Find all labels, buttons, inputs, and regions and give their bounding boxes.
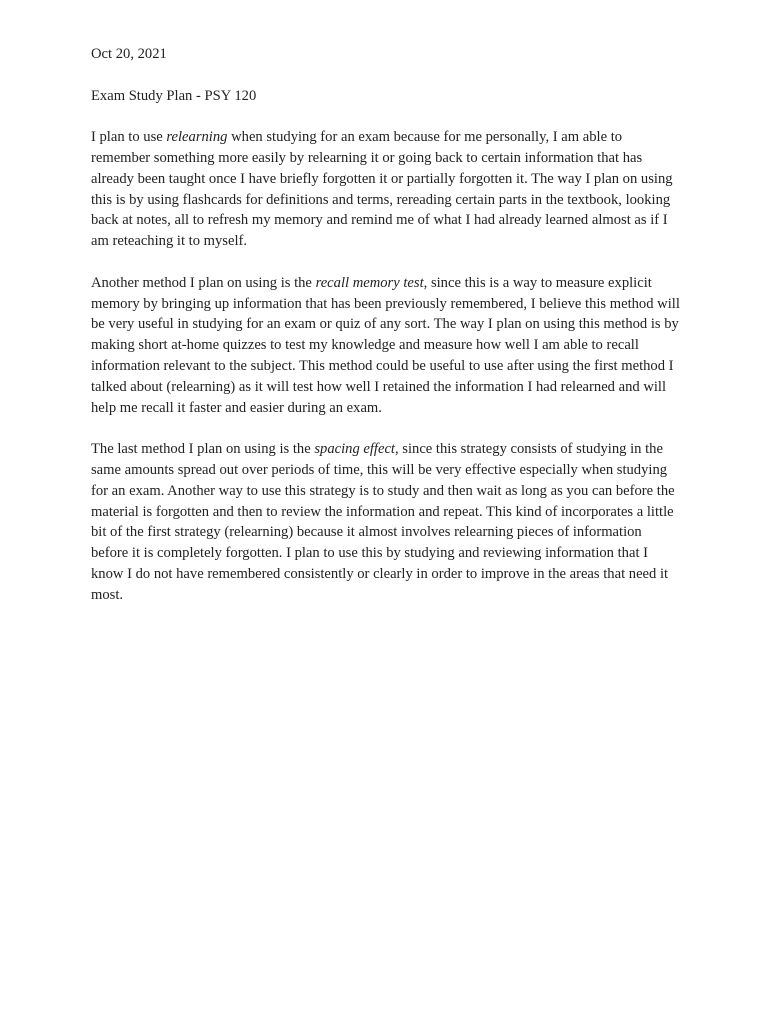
document-title: Exam Study Plan - PSY 120: [91, 87, 257, 104]
paragraph-text: when studying for an exam because for me personally, I am able to remember something more easily by relearning it or going back to certain information that has already been taught once I have briefly forgotten it or partially forgotten it. The way I plan on using this is by using flashcards for definitions and terms, rereading certain parts in the textbook, looking back at notes, all to refresh my memory and remind me of what I had already learned almost as if I am reteaching it to myself.: [91, 129, 673, 250]
paragraph-relearning: [91, 127, 681, 252]
document-date: Oct 20, 2021: [91, 46, 167, 62]
document-body: [91, 44, 681, 626]
paragraph-text: , since this strategy consists of studying in the same amounts spread out over periods of time, this will be very effective especially when studying for an exam. Another way to use this strategy is to study and then wait as long as you can before the material is forgotten and then to review the information and repeat. This kind of incorporates a little bit of the first strategy (relearning) because it almost involves relearning pieces of information before it is completely forgotten. I plan to use this by studying and reviewing information that I know I do not have remembered consistently or clearly in order to improve in the areas that need it most.: [91, 441, 675, 603]
paragraph-recall-memory-test: [91, 273, 681, 419]
key-term: relearning: [166, 129, 228, 146]
paragraph-text: Another method I plan on using is the: [91, 274, 316, 291]
paragraph-spacing-effect: [91, 439, 681, 605]
paragraph-text: The last method I plan on using is the: [91, 441, 315, 458]
paragraph-text: , since this is a way to measure explicit memory by bringing up information that has been previously remembered, I believe this method will be very useful in studying for an exam or quiz of any sort. The way I plan on using this method is by making short at-home quizzes to test my knowledge and measure how well I am able to recall information relevant to the subject. This method could be useful to use after using the first method I talked about (relearning) as it will test how well I retained the information I had relearned and will help me recall it faster and easier during an exam.: [91, 274, 680, 416]
key-term: recall memory test: [315, 274, 424, 291]
paragraph-text: I plan to use: [91, 129, 167, 146]
key-term: spacing effect: [314, 441, 395, 458]
